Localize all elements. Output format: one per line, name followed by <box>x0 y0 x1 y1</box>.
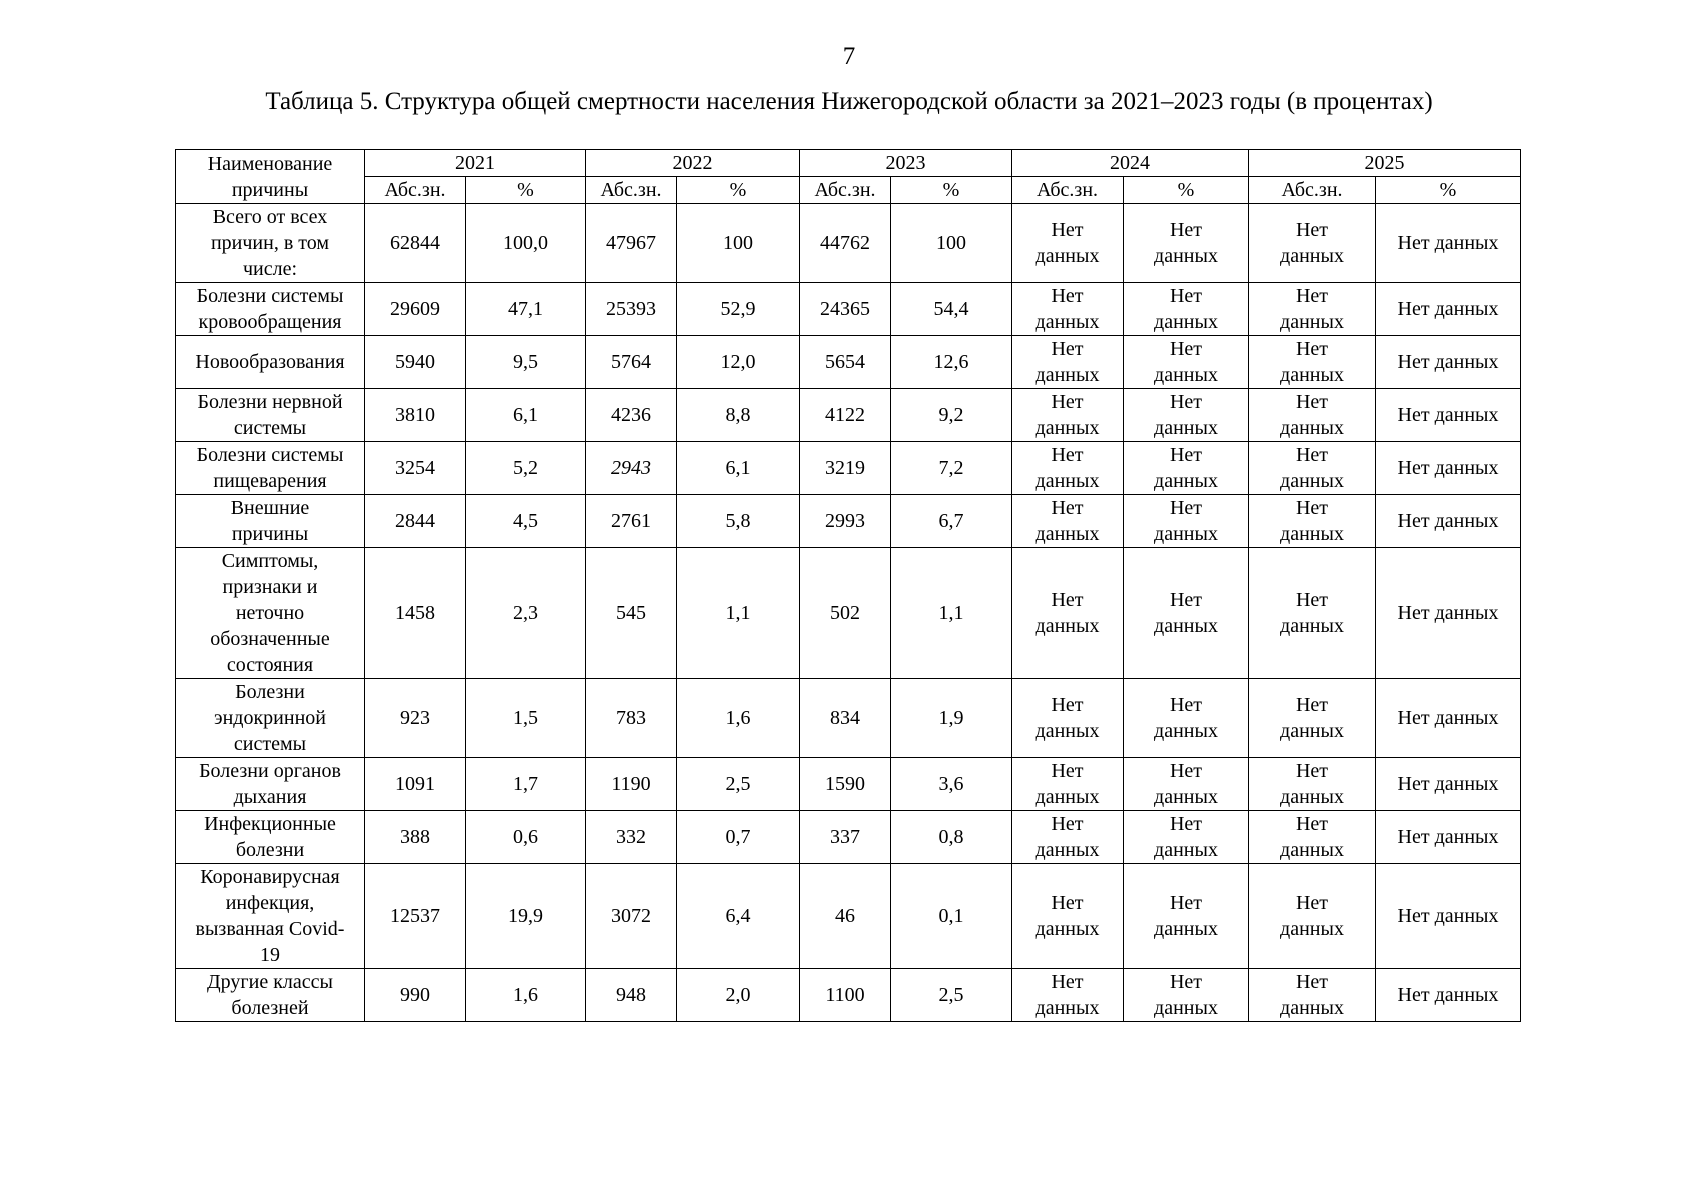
cause-name-line: признаки и <box>222 576 318 598</box>
no-data-line-1: Нет <box>1169 760 1203 782</box>
no-data-line-2: данных <box>1035 311 1100 333</box>
pct-2024-no-data-cell <box>1124 758 1249 811</box>
abs-2022-cell: 783 <box>586 679 677 758</box>
cause-name-line: Болезни системы <box>196 285 344 307</box>
abs-2021-cell: 990 <box>365 969 466 1022</box>
cause-name-line: Другие классы <box>207 971 333 993</box>
pct-2022-cell: 6,1 <box>677 442 800 495</box>
abs-2023-cell: 46 <box>800 864 891 969</box>
no-data-line-1: Нет <box>1169 694 1203 716</box>
no-data-line-1: Нет <box>1169 813 1203 835</box>
no-data-line-2: данных <box>1035 720 1100 742</box>
abs-2021-cell: 5940 <box>365 336 466 389</box>
no-data-line-1: Нет <box>1295 971 1329 993</box>
no-data-line-1: Нет <box>1051 971 1084 993</box>
abs-2025-no-data-cell <box>1249 283 1376 336</box>
pct-2025-no-data-cell: Нет данных <box>1376 283 1521 336</box>
no-data-line-2: данных <box>1280 997 1344 1019</box>
no-data-line-1: Нет <box>1169 971 1203 993</box>
abs-2024-no-data-cell <box>1012 548 1124 679</box>
abs-2022-cell: 1190 <box>586 758 677 811</box>
cause-name-line: Болезни нервной <box>197 391 343 413</box>
table-row <box>176 679 1521 758</box>
abs-2022-cell: 5764 <box>586 336 677 389</box>
abs-2022-cell: 545 <box>586 548 677 679</box>
no-data-line-1: Нет <box>1295 338 1329 360</box>
table-row <box>176 389 1521 442</box>
abs-2025-no-data-cell <box>1249 864 1376 969</box>
no-data-line-2: данных <box>1035 470 1100 492</box>
cause-name-line: Болезни органов <box>199 760 341 782</box>
pct-2025-no-data-cell: Нет данных <box>1376 336 1521 389</box>
cause-name-line: кровообращения <box>198 311 342 333</box>
cause-name-line: причин, в том <box>210 232 330 254</box>
no-data-line-1: Нет <box>1051 813 1084 835</box>
pct-2023-cell: 100 <box>891 204 1012 283</box>
abs-2021-cell: 388 <box>365 811 466 864</box>
no-data-line-2: данных <box>1280 720 1344 742</box>
cause-name-line: числе: <box>242 258 298 280</box>
no-data-line-1: Нет <box>1295 285 1329 307</box>
abs-2023-cell: 502 <box>800 548 891 679</box>
pct-2024-no-data-cell <box>1124 336 1249 389</box>
header-pct-2021: % <box>466 177 586 204</box>
no-data-line-2: данных <box>1280 839 1344 861</box>
pct-2021-cell: 1,6 <box>466 969 586 1022</box>
no-data-line-1: Нет <box>1295 391 1329 413</box>
pct-2023-cell: 12,6 <box>891 336 1012 389</box>
table-row <box>176 204 1521 283</box>
cause-name-line: системы <box>233 417 307 439</box>
header-year-2023: 2023 <box>800 150 1012 177</box>
abs-2021-cell: 2844 <box>365 495 466 548</box>
no-data-line-2: данных <box>1035 245 1100 267</box>
pct-2025-no-data-cell: Нет данных <box>1376 389 1521 442</box>
cause-name-cell <box>176 389 365 442</box>
cause-name-cell <box>176 495 365 548</box>
pct-2022-cell: 6,4 <box>677 864 800 969</box>
pct-2021-cell: 47,1 <box>466 283 586 336</box>
abs-2023-cell: 834 <box>800 679 891 758</box>
cause-name-line: инфекция, <box>225 892 315 914</box>
abs-2025-no-data-cell <box>1249 389 1376 442</box>
no-data-line-1: Нет <box>1295 497 1329 519</box>
header-abs-2025: Абс.зн. <box>1249 177 1376 204</box>
abs-2024-no-data-cell <box>1012 442 1124 495</box>
abs-2023-cell: 44762 <box>800 204 891 283</box>
no-data-line-1: Нет <box>1051 892 1084 914</box>
pct-2024-no-data-cell <box>1124 679 1249 758</box>
abs-2021-cell: 3810 <box>365 389 466 442</box>
no-data-line-1: Нет <box>1169 589 1203 611</box>
abs-2025-no-data-cell <box>1249 969 1376 1022</box>
no-data-line-1: Нет <box>1169 892 1203 914</box>
cause-name-line: состояния <box>226 654 314 676</box>
abs-2023-cell: 1590 <box>800 758 891 811</box>
abs-2021-cell: 3254 <box>365 442 466 495</box>
no-data-line-2: данных <box>1154 997 1218 1019</box>
abs-2022-cell: 2943 <box>586 442 677 495</box>
no-data-line-2: данных <box>1035 997 1100 1019</box>
no-data-line-2: данных <box>1154 720 1218 742</box>
pct-2024-no-data-cell <box>1124 969 1249 1022</box>
table-row <box>176 864 1521 969</box>
abs-2025-no-data-cell <box>1249 679 1376 758</box>
pct-2022-cell: 8,8 <box>677 389 800 442</box>
no-data-line-1: Нет <box>1051 589 1084 611</box>
abs-2021-cell: 29609 <box>365 283 466 336</box>
cause-name-line: Новообразования <box>195 351 345 373</box>
pct-2022-cell: 0,7 <box>677 811 800 864</box>
pct-2023-cell: 6,7 <box>891 495 1012 548</box>
no-data-line-1: Нет <box>1295 219 1329 241</box>
cause-name-line: Инфекционные <box>204 813 336 835</box>
pct-2022-cell: 2,5 <box>677 758 800 811</box>
pct-2025-no-data-cell: Нет данных <box>1376 495 1521 548</box>
table-row <box>176 283 1521 336</box>
pct-2025-no-data-cell: Нет данных <box>1376 758 1521 811</box>
table-row <box>176 442 1521 495</box>
abs-2022-cell: 47967 <box>586 204 677 283</box>
no-data-line-2: данных <box>1035 839 1100 861</box>
table-body <box>176 204 1521 1022</box>
no-data-line-1: Нет <box>1051 694 1084 716</box>
header-pct-2022: % <box>677 177 800 204</box>
no-data-line-2: данных <box>1280 523 1344 545</box>
pct-2021-cell: 9,5 <box>466 336 586 389</box>
table-row <box>176 811 1521 864</box>
no-data-line-2: данных <box>1154 839 1218 861</box>
cause-name-line: системы <box>233 733 307 755</box>
no-data-line-2: данных <box>1035 523 1100 545</box>
no-data-line-2: данных <box>1280 470 1344 492</box>
pct-2023-cell: 9,2 <box>891 389 1012 442</box>
pct-2024-no-data-cell <box>1124 864 1249 969</box>
header-cause-name <box>176 150 365 204</box>
abs-2025-no-data-cell <box>1249 758 1376 811</box>
abs-2024-no-data-cell <box>1012 758 1124 811</box>
abs-2024-no-data-cell <box>1012 864 1124 969</box>
abs-2022-cell: 3072 <box>586 864 677 969</box>
header-row-years <box>176 150 1521 177</box>
header-pct-2025: % <box>1376 177 1521 204</box>
header-year-2022: 2022 <box>586 150 800 177</box>
cause-name-line: Болезни <box>235 681 305 703</box>
no-data-line-1: Нет <box>1169 338 1203 360</box>
table-row <box>176 969 1521 1022</box>
table-row <box>176 548 1521 679</box>
pct-2021-cell: 6,1 <box>466 389 586 442</box>
pct-2023-cell: 1,9 <box>891 679 1012 758</box>
cause-name-line: пищеварения <box>213 470 327 492</box>
pct-2023-cell: 54,4 <box>891 283 1012 336</box>
page-number: 7 <box>842 43 856 70</box>
cause-name-line: Внешние <box>230 497 310 519</box>
no-data-line-2: данных <box>1280 918 1344 940</box>
pct-2024-no-data-cell <box>1124 283 1249 336</box>
pct-2022-cell: 52,9 <box>677 283 800 336</box>
pct-2024-no-data-cell <box>1124 495 1249 548</box>
no-data-line-1: Нет <box>1051 219 1084 241</box>
table-row <box>176 495 1521 548</box>
no-data-line-2: данных <box>1035 364 1100 386</box>
no-data-line-2: данных <box>1280 786 1344 808</box>
cause-name-cell <box>176 336 365 389</box>
abs-2025-no-data-cell <box>1249 204 1376 283</box>
no-data-line-2: данных <box>1154 918 1218 940</box>
no-data-line-2: данных <box>1154 523 1218 545</box>
pct-2023-cell: 3,6 <box>891 758 1012 811</box>
pct-2022-cell: 100 <box>677 204 800 283</box>
pct-2025-no-data-cell: Нет данных <box>1376 679 1521 758</box>
abs-2021-cell: 12537 <box>365 864 466 969</box>
abs-2022-cell: 948 <box>586 969 677 1022</box>
header-abs-2023: Абс.зн. <box>800 177 891 204</box>
pct-2021-cell: 19,9 <box>466 864 586 969</box>
header-cause-name-line-2: причины <box>231 178 309 201</box>
header-year-2021: 2021 <box>365 150 586 177</box>
no-data-line-2: данных <box>1035 417 1100 439</box>
abs-2022-cell: 2761 <box>586 495 677 548</box>
pct-2021-cell: 0,6 <box>466 811 586 864</box>
abs-2022-cell: 4236 <box>586 389 677 442</box>
cause-name-line: Болезни системы <box>196 444 344 466</box>
header-cause-name-line-1: Наименование <box>207 152 333 175</box>
abs-2025-no-data-cell <box>1249 442 1376 495</box>
no-data-line-1: Нет <box>1169 497 1203 519</box>
pct-2022-cell: 12,0 <box>677 336 800 389</box>
no-data-line-2: данных <box>1154 417 1218 439</box>
no-data-line-2: данных <box>1280 615 1344 637</box>
no-data-line-1: Нет <box>1295 892 1329 914</box>
abs-2021-cell: 923 <box>365 679 466 758</box>
abs-2024-no-data-cell <box>1012 283 1124 336</box>
no-data-line-1: Нет <box>1295 694 1329 716</box>
pct-2025-no-data-cell: Нет данных <box>1376 811 1521 864</box>
pct-2023-cell: 7,2 <box>891 442 1012 495</box>
cause-name-cell <box>176 811 365 864</box>
abs-2021-cell: 62844 <box>365 204 466 283</box>
pct-2025-no-data-cell: Нет данных <box>1376 548 1521 679</box>
cause-name-cell <box>176 204 365 283</box>
no-data-line-2: данных <box>1035 918 1100 940</box>
header-pct-2024: % <box>1124 177 1249 204</box>
cause-name-cell <box>176 442 365 495</box>
cause-name-line: Симптомы, <box>221 550 319 572</box>
mortality-structure-table <box>175 149 1521 1022</box>
abs-2024-no-data-cell <box>1012 204 1124 283</box>
no-data-line-1: Нет <box>1051 444 1084 466</box>
pct-2023-cell: 0,8 <box>891 811 1012 864</box>
abs-2023-cell: 337 <box>800 811 891 864</box>
no-data-line-1: Нет <box>1169 219 1203 241</box>
pct-2025-no-data-cell: Нет данных <box>1376 969 1521 1022</box>
cause-name-line: 19 <box>260 944 280 966</box>
no-data-line-2: данных <box>1035 786 1100 808</box>
abs-2024-no-data-cell <box>1012 389 1124 442</box>
pct-2024-no-data-cell <box>1124 204 1249 283</box>
abs-2024-no-data-cell <box>1012 969 1124 1022</box>
pct-2022-cell: 1,1 <box>677 548 800 679</box>
pct-2024-no-data-cell <box>1124 548 1249 679</box>
pct-2021-cell: 2,3 <box>466 548 586 679</box>
header-row-subcolumns <box>176 177 1521 204</box>
no-data-line-2: данных <box>1035 615 1100 637</box>
pct-2024-no-data-cell <box>1124 389 1249 442</box>
cause-name-line: вызванная Covid- <box>195 918 345 940</box>
no-data-line-1: Нет <box>1295 760 1329 782</box>
cause-name-cell <box>176 679 365 758</box>
abs-2021-cell: 1458 <box>365 548 466 679</box>
abs-2022-cell: 332 <box>586 811 677 864</box>
abs-2025-no-data-cell <box>1249 811 1376 864</box>
abs-2023-cell: 24365 <box>800 283 891 336</box>
pct-2022-cell: 1,6 <box>677 679 800 758</box>
no-data-line-1: Нет <box>1051 391 1084 413</box>
header-year-2025: 2025 <box>1249 150 1521 177</box>
cause-name-line: обозначенные <box>210 628 330 650</box>
no-data-line-1: Нет <box>1169 391 1203 413</box>
no-data-line-2: данных <box>1154 470 1218 492</box>
abs-2024-no-data-cell <box>1012 495 1124 548</box>
no-data-line-2: данных <box>1154 615 1218 637</box>
table-row <box>176 758 1521 811</box>
pct-2021-cell: 1,7 <box>466 758 586 811</box>
cause-name-line: болезней <box>231 997 309 1019</box>
abs-2023-cell: 4122 <box>800 389 891 442</box>
cause-name-line: дыхания <box>233 786 307 808</box>
no-data-line-2: данных <box>1154 786 1218 808</box>
cause-name-line: эндокринной <box>214 707 326 729</box>
cause-name-line: болезни <box>235 839 305 861</box>
cause-name-cell <box>176 548 365 679</box>
no-data-line-2: данных <box>1280 311 1344 333</box>
no-data-line-2: данных <box>1154 311 1218 333</box>
table-title: Таблица 5. Структура общей смертности населения Нижегородской области за 2021–2023 годы (в процентах) <box>265 88 1433 115</box>
abs-2023-cell: 2993 <box>800 495 891 548</box>
header-abs-2024: Абс.зн. <box>1012 177 1124 204</box>
pct-2023-cell: 2,5 <box>891 969 1012 1022</box>
cause-name-cell <box>176 283 365 336</box>
header-pct-2023: % <box>891 177 1012 204</box>
table-row <box>176 336 1521 389</box>
pct-2022-cell: 5,8 <box>677 495 800 548</box>
cause-name-cell <box>176 758 365 811</box>
pct-2024-no-data-cell <box>1124 442 1249 495</box>
pct-2023-cell: 1,1 <box>891 548 1012 679</box>
cause-name-line: Коронавирусная <box>200 866 340 888</box>
abs-2023-cell: 1100 <box>800 969 891 1022</box>
no-data-line-2: данных <box>1280 245 1344 267</box>
pct-2021-cell: 5,2 <box>466 442 586 495</box>
pct-2025-no-data-cell: Нет данных <box>1376 864 1521 969</box>
abs-2022-cell: 25393 <box>586 283 677 336</box>
no-data-line-1: Нет <box>1051 497 1084 519</box>
pct-2022-cell: 2,0 <box>677 969 800 1022</box>
abs-2025-no-data-cell <box>1249 548 1376 679</box>
abs-2024-no-data-cell <box>1012 336 1124 389</box>
header-abs-2022: Абс.зн. <box>586 177 677 204</box>
abs-2023-cell: 5654 <box>800 336 891 389</box>
no-data-line-1: Нет <box>1169 444 1203 466</box>
no-data-line-1: Нет <box>1051 338 1084 360</box>
no-data-line-1: Нет <box>1169 285 1203 307</box>
cause-name-line: Всего от всех <box>212 206 328 228</box>
pct-2025-no-data-cell: Нет данных <box>1376 442 1521 495</box>
abs-2025-no-data-cell <box>1249 336 1376 389</box>
abs-2023-cell: 3219 <box>800 442 891 495</box>
pct-2021-cell: 4,5 <box>466 495 586 548</box>
abs-2024-no-data-cell <box>1012 679 1124 758</box>
no-data-line-2: данных <box>1154 364 1218 386</box>
cause-name-line: неточно <box>235 602 305 624</box>
no-data-line-2: данных <box>1154 245 1218 267</box>
abs-2021-cell: 1091 <box>365 758 466 811</box>
no-data-line-1: Нет <box>1051 285 1084 307</box>
cause-name-cell <box>176 864 365 969</box>
pct-2023-cell: 0,1 <box>891 864 1012 969</box>
no-data-line-2: данных <box>1280 364 1344 386</box>
cause-name-cell <box>176 969 365 1022</box>
abs-2024-no-data-cell <box>1012 811 1124 864</box>
pct-2025-no-data-cell: Нет данных <box>1376 204 1521 283</box>
no-data-line-1: Нет <box>1295 444 1329 466</box>
pct-2024-no-data-cell <box>1124 811 1249 864</box>
no-data-line-1: Нет <box>1051 760 1084 782</box>
no-data-line-1: Нет <box>1295 589 1329 611</box>
no-data-line-2: данных <box>1280 417 1344 439</box>
header-year-2024: 2024 <box>1012 150 1249 177</box>
pct-2021-cell: 100,0 <box>466 204 586 283</box>
header-abs-2021: Абс.зн. <box>365 177 466 204</box>
no-data-line-1: Нет <box>1295 813 1329 835</box>
cause-name-line: причины <box>231 523 309 545</box>
abs-2025-no-data-cell <box>1249 495 1376 548</box>
pct-2021-cell: 1,5 <box>466 679 586 758</box>
